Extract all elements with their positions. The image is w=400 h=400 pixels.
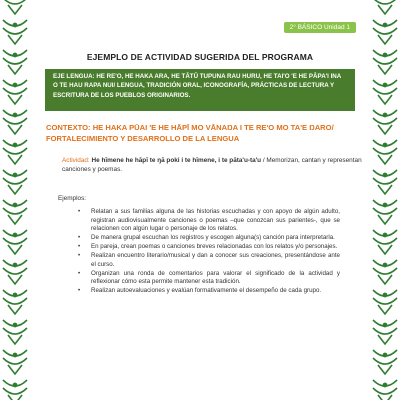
- eje-lengua-banner: [45, 69, 355, 111]
- page-title: EJEMPLO DE ACTIVIDAD SUGERIDA DEL PROGRAMA: [86, 52, 314, 62]
- list-item: • En pareja, crean poemas o canciones breves relacionadas con los relatos y/o personajes.: [78, 243, 338, 251]
- list-item: • De manera grupal escuchan los registros y escogen alguna(s) canción para interpretarla.: [78, 234, 335, 242]
- eje-lengua-text: EJE LENGUA: HE RE'O, HE HAKA ARA, HE TĀTŪ TUPUNA RAU HURU, HE TAI'O 'E HE PĀPA'I INA O TE HAU RAPA NUI/ LENGUA, TRADICIÓN ORAL, ICONOGRAFÍA, PRÁCTICAS DE LECTURA Y ESCRITURA DE LOS PUEBLOS ORIGINARIOS.: [53, 73, 341, 99]
- right-decorative-border: [370, 0, 400, 400]
- list-item: • Realizan encuentro literario/musical y dan a conocer sus creaciones, presentándose ante el curso.: [78, 252, 340, 268]
- left-decorative-border: [0, 0, 30, 400]
- bullet-icon: •: [78, 269, 81, 277]
- examples-list: [78, 208, 340, 296]
- bullet-icon: •: [78, 252, 81, 260]
- actividad-label: Actividad:: [62, 157, 90, 164]
- ejemplos-label: Ejemplos:: [58, 195, 87, 202]
- bullet-icon: •: [78, 208, 81, 215]
- actividad-description: [62, 156, 362, 174]
- list-item: • Realizan autoevaluaciones y evalúan formativamente el desempeño de cada grupo.: [78, 287, 322, 295]
- grade-badge: 2° BÁSICO Unidad 1: [284, 22, 356, 33]
- list-item: • Relatan a sus familias alguna de las historias escuchadas y con apoyo de algún adulto, registran audiovisualmente canciones o poemas –que conozcan sus parientes-, que se relacionen con algún lugar o personaje de los relatos.: [78, 208, 340, 233]
- bullet-icon: •: [78, 243, 81, 251]
- list-item: • Organizan una ronda de comentarios para valorar el significado de la actividad y reflexionar cómo esta permite mantener esta tradición.: [78, 269, 340, 286]
- actividad-title-rapanui: He hīmene he hāpī te ŋā poki i te hīmene, i te pāta'u-ta'u: [91, 157, 262, 164]
- actividad-title-spanish: / Memorizan, cantan y representan canciones y poemas.: [62, 157, 362, 174]
- bullet-icon: •: [78, 234, 81, 242]
- contexto-heading: CONTEXTO: HE HAKA PŪAI 'E HE HĀPĪ MO VĀNAŊA I TE RE'O MO TA'E ŊARO/ FORTALECIMIENTO Y DESARROLLO DE LA LENGUA: [46, 123, 334, 143]
- bullet-icon: •: [78, 287, 81, 295]
